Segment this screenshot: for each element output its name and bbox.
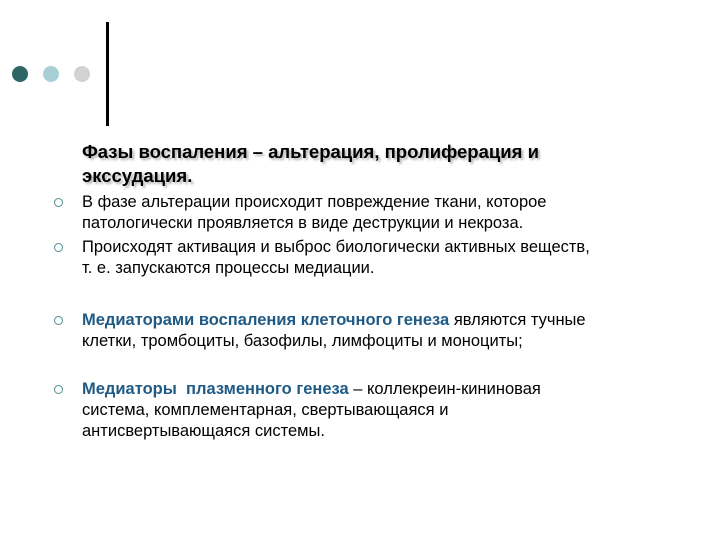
bullet-marker-icon (54, 198, 63, 207)
bullet-1-line1: В фазе альтерации происходит повреждение ткани, которое (82, 193, 547, 211)
bullet-4-line1-rest: – коллекреин-кининовая (348, 380, 541, 398)
bullet-4-line3: антисвертывающаяся системы. (82, 422, 325, 440)
decor-dot-dark (12, 66, 28, 82)
slide-title-line1: Фазы воспаления – альтерация, пролиферация и (82, 141, 539, 162)
bullet-2-line2: т. е. запускаются процессы медиации. (82, 259, 375, 277)
decor-dot-teal (43, 66, 59, 82)
slide-title (82, 140, 682, 188)
bullet-1-line2: патологически проявляется в виде деструкции и некроза. (82, 214, 524, 232)
bullet-3-line1 (82, 310, 672, 331)
bullet-4-line1 (82, 379, 672, 400)
bullet-3-emphasis: Медиаторами воспаления клеточного генеза (82, 311, 450, 329)
bullet-marker-icon (54, 316, 63, 325)
bullet-text-4 (82, 379, 672, 442)
bullet-marker-icon (54, 385, 63, 394)
bullet-2-line1: Происходят активация и выброс биологически активных веществ, (82, 238, 590, 256)
bullet-4-emphasis: Медиаторы плазменного генеза (82, 380, 349, 398)
decor-dot-gray (74, 66, 90, 82)
bullet-text-1 (82, 192, 672, 234)
bullet-marker-icon (54, 243, 63, 252)
bullet-3-line1-rest: являются тучные (449, 311, 586, 329)
slide-title-line2: экссудация. (82, 165, 193, 186)
decor-vertical-line (106, 22, 109, 126)
bullet-4-line2: система, комплементарная, свертывающаяся и (82, 401, 449, 419)
bullet-text-3 (82, 310, 672, 352)
bullet-3-line2: клетки, тромбоциты, базофилы, лимфоциты и моноциты; (82, 332, 523, 350)
bullet-text-2 (82, 237, 672, 279)
